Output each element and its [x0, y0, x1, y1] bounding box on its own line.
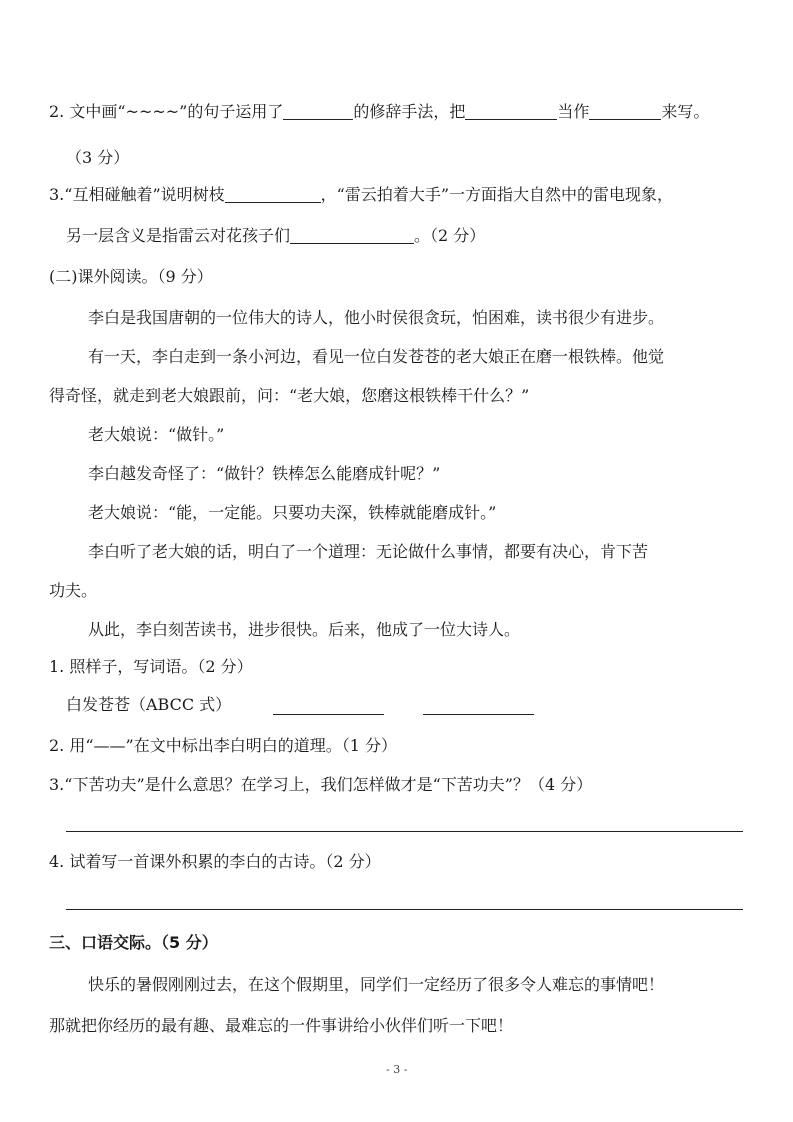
passage-paragraph: 李白听了老大娘的话，明白了一个道理：无论做什么事情，都要有决心，肯下苦: [88, 542, 649, 561]
section-3-paragraph-cont: 那就把你经历的最有趣、最难忘的一件事讲给小伙伴们听一下吧！: [49, 1016, 514, 1035]
section-3-heading: 三、口语交际。（5 分）: [49, 933, 218, 952]
passage-paragraph: 老大娘说：“能，一定能。只要功夫深，铁棒就能磨成针。”: [88, 503, 497, 522]
answer-blank[interactable]: [423, 714, 534, 715]
section-2-heading: (二)课外阅读。（9 分）: [49, 267, 213, 286]
passage-paragraph: 李白越发奇怪了：“做针？铁棒怎么能磨成针呢？”: [88, 464, 441, 483]
reading-question-4: 4. 试着写一首课外积累的李白的古诗。（2 分）: [49, 852, 381, 871]
reading-question-1: 1. 照样子，写词语。（2 分）: [49, 657, 253, 676]
passage-paragraph: 有一天，李白走到一条小河边，看见一位白发苍苍的老大娘正在磨一根铁棒。他觉: [88, 347, 665, 366]
reading-question-2: 2. 用“——”在文中标出李白明白的道理。（1 分）: [49, 736, 397, 755]
answer-blank[interactable]: [589, 103, 661, 120]
question-3: [49, 184, 673, 206]
question-2-text-b: 的修辞手法，把: [353, 102, 466, 121]
answer-blank[interactable]: [465, 103, 557, 120]
question-2: [49, 101, 709, 123]
question-2-text-c: 当作: [557, 102, 590, 121]
question-3-text-d: 。（2 分）: [414, 226, 486, 245]
question-3-text-a: 3.“互相碰触着”说明树枝: [49, 185, 225, 204]
passage-paragraph-cont: 得奇怪，就走到老大娘跟前，问：“老大娘，您磨这根铁棒干什么？”: [49, 386, 530, 405]
question-3-cont: [66, 225, 485, 247]
passage-paragraph: 李白是我国唐朝的一位伟大的诗人，他小时侯很贪玩，怕困难，读书很少有进步。: [88, 308, 665, 327]
answer-line[interactable]: [66, 831, 743, 832]
reading-question-3: 3.“下苦功夫”是什么意思？在学习上，我们怎样做才是“下苦功夫”？（4 分）: [49, 775, 593, 794]
question-3-text-b: ，“雷云拍着大手”一方面指大自然中的雷电现象，: [320, 185, 674, 204]
question-2-text-d: 来写。: [661, 102, 710, 121]
reading-question-1-example: 白发苍苍（ABCC 式）: [66, 695, 232, 714]
answer-blank[interactable]: [290, 227, 414, 244]
question-2-points: （3 分）: [66, 148, 130, 167]
answer-blank[interactable]: [283, 103, 353, 120]
page-number: - 3 -: [386, 1063, 408, 1076]
passage-paragraph: 从此，李白刻苦读书，进步很快。后来，他成了一位大诗人。: [88, 620, 521, 639]
answer-blank[interactable]: [225, 186, 321, 203]
question-3-text-c: 另一层含义是指雷云对花孩子们: [66, 226, 291, 245]
section-3-paragraph: 快乐的暑假刚刚过去，在这个假期里，同学们一定经历了很多令人难忘的事情吧！: [88, 975, 665, 994]
passage-paragraph: 老大娘说：“做针。”: [88, 425, 225, 444]
passage-paragraph-cont: 功夫。: [49, 581, 98, 600]
answer-line[interactable]: [66, 909, 743, 910]
question-2-text-a: 2. 文中画“~~~~”的句子运用了: [49, 102, 284, 121]
answer-blank[interactable]: [273, 714, 384, 715]
